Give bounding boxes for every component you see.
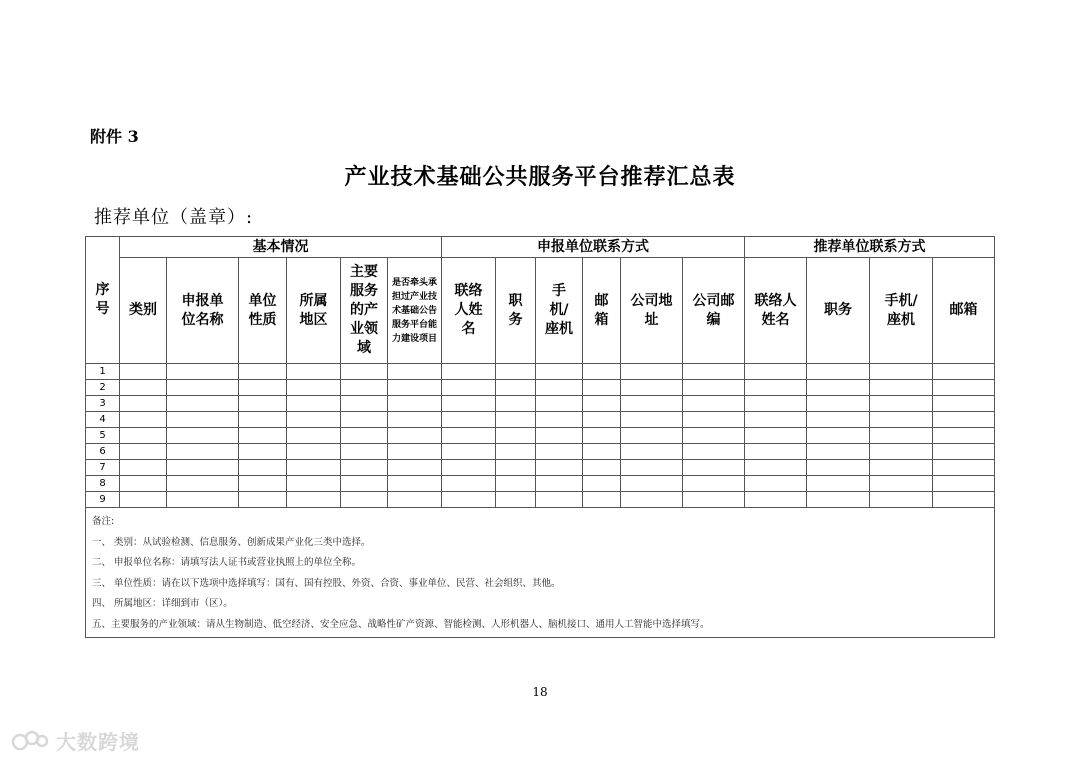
table-cell	[341, 444, 388, 460]
notes-section	[86, 508, 995, 638]
table-cell	[239, 444, 287, 460]
table-cell	[536, 380, 583, 396]
row-number: 8	[86, 476, 120, 492]
table-cell	[120, 460, 167, 476]
table-cell	[870, 412, 933, 428]
table-cell	[341, 460, 388, 476]
table-cell	[745, 412, 807, 428]
table-cell	[388, 476, 442, 492]
table-cell	[807, 364, 870, 380]
note-item: 一、 类别：从试验检测、信息服务、创新成果产业化三类中选择。	[92, 536, 371, 548]
row-number: 1	[86, 364, 120, 380]
table-cell	[167, 444, 239, 460]
table-cell	[388, 412, 442, 428]
row-number: 6	[86, 444, 120, 460]
table-cell	[933, 396, 995, 412]
header-mailbox-label: 邮箱	[594, 292, 609, 328]
header-led-project-label: 是否牵头承担过产业技术基础公告服务平台能力建设项目	[391, 277, 437, 344]
table-cell	[933, 476, 995, 492]
table-cell	[239, 460, 287, 476]
header-unit-nature-label: 单位性质	[248, 292, 277, 328]
table-cell	[807, 476, 870, 492]
table-row	[86, 460, 995, 476]
table-cell	[807, 396, 870, 412]
table-row	[86, 476, 995, 492]
table-cell	[807, 412, 870, 428]
table-cell	[341, 364, 388, 380]
table-cell	[745, 396, 807, 412]
table-cell	[388, 444, 442, 460]
header-position-label: 职务	[508, 292, 523, 328]
table-cell	[807, 428, 870, 444]
header-mailbox	[583, 258, 621, 364]
summary-table	[85, 236, 995, 638]
table-cell	[388, 364, 442, 380]
table-cell	[933, 428, 995, 444]
table-cell	[683, 364, 745, 380]
header-contact-name-label: 联络人姓名	[454, 283, 483, 337]
table-cell	[583, 412, 621, 428]
table-cell	[536, 476, 583, 492]
table-cell	[167, 364, 239, 380]
table-cell	[239, 380, 287, 396]
table-cell	[496, 412, 536, 428]
header-rec-position: 职务	[807, 258, 870, 364]
table-cell	[621, 412, 683, 428]
table-cell	[933, 364, 995, 380]
table-cell	[120, 444, 167, 460]
table-cell	[287, 396, 341, 412]
table-cell	[583, 476, 621, 492]
table-cell	[583, 364, 621, 380]
header-applicant-name	[167, 258, 239, 364]
table-cell	[683, 396, 745, 412]
table-cell	[120, 428, 167, 444]
table-cell	[536, 444, 583, 460]
table-cell	[287, 428, 341, 444]
table-cell	[807, 444, 870, 460]
header-led-project	[388, 258, 442, 364]
table-cell	[120, 396, 167, 412]
watermark	[10, 726, 140, 755]
header-rec-contact-name-label: 联络人姓名	[754, 292, 797, 328]
header-position	[496, 258, 536, 364]
document-title: 产业技术基础公共服务平台推荐汇总表	[344, 164, 736, 190]
note-item: 五、主要服务的产业领域：请从生物制造、低空经济、安全应急、战略性矿产资源、智能检测、人形机器人、脑机接口、通用人工智能中选择填写。	[92, 618, 710, 630]
table-cell	[621, 492, 683, 508]
table-cell	[442, 364, 496, 380]
table-cell	[167, 380, 239, 396]
table-cell	[745, 380, 807, 396]
table-cell	[683, 460, 745, 476]
table-cell	[341, 380, 388, 396]
table-cell	[870, 460, 933, 476]
header-rec-phone	[870, 258, 933, 364]
table-cell	[287, 380, 341, 396]
header-contact-name	[442, 258, 496, 364]
table-cell	[870, 492, 933, 508]
table-cell	[933, 380, 995, 396]
table-cell	[621, 460, 683, 476]
table-cell	[341, 396, 388, 412]
table-cell	[167, 428, 239, 444]
table-cell	[239, 428, 287, 444]
table-cell	[120, 380, 167, 396]
table-cell	[496, 396, 536, 412]
table-cell	[870, 428, 933, 444]
table-cell	[536, 460, 583, 476]
table-cell	[683, 476, 745, 492]
table-cell	[287, 492, 341, 508]
table-row	[86, 380, 995, 396]
table-cell	[442, 396, 496, 412]
table-cell	[341, 476, 388, 492]
row-number: 3	[86, 396, 120, 412]
table-cell	[933, 492, 995, 508]
table-cell	[239, 364, 287, 380]
table-row	[86, 428, 995, 444]
table-cell	[239, 412, 287, 428]
table-cell	[496, 380, 536, 396]
recommender-label: 推荐单位（盖章）:	[94, 207, 254, 228]
header-unit-nature	[239, 258, 287, 364]
table-cell	[388, 380, 442, 396]
table-cell	[683, 492, 745, 508]
table-cell	[683, 412, 745, 428]
table-cell	[621, 444, 683, 460]
table-cell	[120, 412, 167, 428]
table-cell	[442, 428, 496, 444]
table-cell	[287, 364, 341, 380]
header-rec-mailbox: 邮箱	[933, 258, 995, 364]
watermark-text: 大数跨境	[56, 730, 140, 754]
table-cell	[807, 460, 870, 476]
table-cell	[621, 364, 683, 380]
table-cell	[933, 444, 995, 460]
table-cell	[388, 460, 442, 476]
table-cell	[496, 492, 536, 508]
header-phone-label: 手机/座机	[545, 283, 573, 337]
table-cell	[341, 492, 388, 508]
table-cell	[239, 492, 287, 508]
table-cell	[341, 428, 388, 444]
table-cell	[683, 428, 745, 444]
table-cell	[442, 492, 496, 508]
table-cell	[287, 412, 341, 428]
row-number: 4	[86, 412, 120, 428]
table-row	[86, 396, 995, 412]
header-seq	[86, 237, 120, 364]
table-cell	[120, 364, 167, 380]
header-seq-label: 序号	[95, 282, 110, 317]
header-company-address	[621, 258, 683, 364]
table-cell	[167, 492, 239, 508]
table-cell	[442, 476, 496, 492]
header-company-address-label: 公司地址	[630, 292, 673, 328]
table-cell	[745, 364, 807, 380]
table-cell	[536, 428, 583, 444]
table-cell	[167, 412, 239, 428]
header-region	[287, 258, 341, 364]
table-cell	[239, 476, 287, 492]
table-cell	[388, 428, 442, 444]
table-cell	[167, 396, 239, 412]
attachment-label: 附件 3	[90, 127, 139, 146]
table-cell	[621, 380, 683, 396]
header-rec-phone-label: 手机/座机	[884, 292, 918, 328]
table-cell	[120, 476, 167, 492]
table-cell	[807, 492, 870, 508]
table-cell	[388, 396, 442, 412]
table-cell	[683, 444, 745, 460]
note-item: 三、 单位性质：请在以下选项中选择填写：国有、国有控股、外资、合资、事业单位、民营、社会组织、其他。	[92, 577, 561, 589]
row-number: 7	[86, 460, 120, 476]
table-cell	[745, 444, 807, 460]
table-cell	[583, 428, 621, 444]
table-cell	[496, 364, 536, 380]
table-cell	[870, 380, 933, 396]
table-cell	[621, 428, 683, 444]
cloud-logo-icon	[10, 728, 50, 754]
table-cell	[745, 476, 807, 492]
table-cell	[536, 364, 583, 380]
row-number: 9	[86, 492, 120, 508]
table-cell	[745, 492, 807, 508]
note-item: 四、 所属地区：详细到市（区）。	[92, 598, 233, 609]
table-cell	[536, 492, 583, 508]
header-postal-code-label: 公司邮编	[692, 292, 735, 328]
table-row	[86, 412, 995, 428]
table-row	[86, 364, 995, 380]
table-cell	[536, 412, 583, 428]
table-cell	[341, 412, 388, 428]
table-cell	[583, 380, 621, 396]
group-recommender-contact: 推荐单位联系方式	[745, 237, 995, 258]
table-cell	[870, 476, 933, 492]
table-cell	[287, 476, 341, 492]
table-cell	[933, 460, 995, 476]
notes-heading: 备注:	[92, 516, 115, 527]
table-cell	[287, 444, 341, 460]
table-cell	[442, 444, 496, 460]
table-cell	[745, 428, 807, 444]
row-number: 5	[86, 428, 120, 444]
header-category: 类别	[120, 258, 167, 364]
table-cell	[870, 444, 933, 460]
table-cell	[683, 380, 745, 396]
table-row	[86, 444, 995, 460]
table-cell	[496, 476, 536, 492]
table-cell	[442, 380, 496, 396]
table-cell	[583, 492, 621, 508]
table-cell	[583, 460, 621, 476]
header-postal-code	[683, 258, 745, 364]
table-cell	[745, 460, 807, 476]
table-cell	[807, 380, 870, 396]
group-applicant-contact: 申报单位联系方式	[442, 237, 745, 258]
header-region-label: 所属地区	[299, 292, 328, 328]
table-cell	[167, 460, 239, 476]
header-applicant-name-label: 申报单位名称	[181, 292, 224, 328]
row-number: 2	[86, 380, 120, 396]
table-cell	[239, 396, 287, 412]
table-cell	[870, 364, 933, 380]
header-rec-contact-name	[745, 258, 807, 364]
table-cell	[442, 412, 496, 428]
group-basic: 基本情况	[120, 237, 442, 258]
table-cell	[870, 396, 933, 412]
table-cell	[167, 476, 239, 492]
header-phone	[536, 258, 583, 364]
note-item: 二、 申报单位名称：请填写法人证书或营业执照上的单位全称。	[92, 557, 362, 568]
table-cell	[388, 492, 442, 508]
table-cell	[536, 396, 583, 412]
header-industry-field-label: 主要服务的产业领域	[350, 264, 378, 356]
table-cell	[621, 476, 683, 492]
table-cell	[442, 460, 496, 476]
table-cell	[496, 460, 536, 476]
table-cell	[583, 396, 621, 412]
header-industry-field	[341, 258, 388, 364]
table-row	[86, 492, 995, 508]
table-cell	[496, 444, 536, 460]
table-cell	[583, 444, 621, 460]
page-number: 18	[532, 685, 548, 699]
table-cell	[621, 396, 683, 412]
table-cell	[933, 412, 995, 428]
table-cell	[120, 492, 167, 508]
table-cell	[287, 460, 341, 476]
table-cell	[496, 428, 536, 444]
